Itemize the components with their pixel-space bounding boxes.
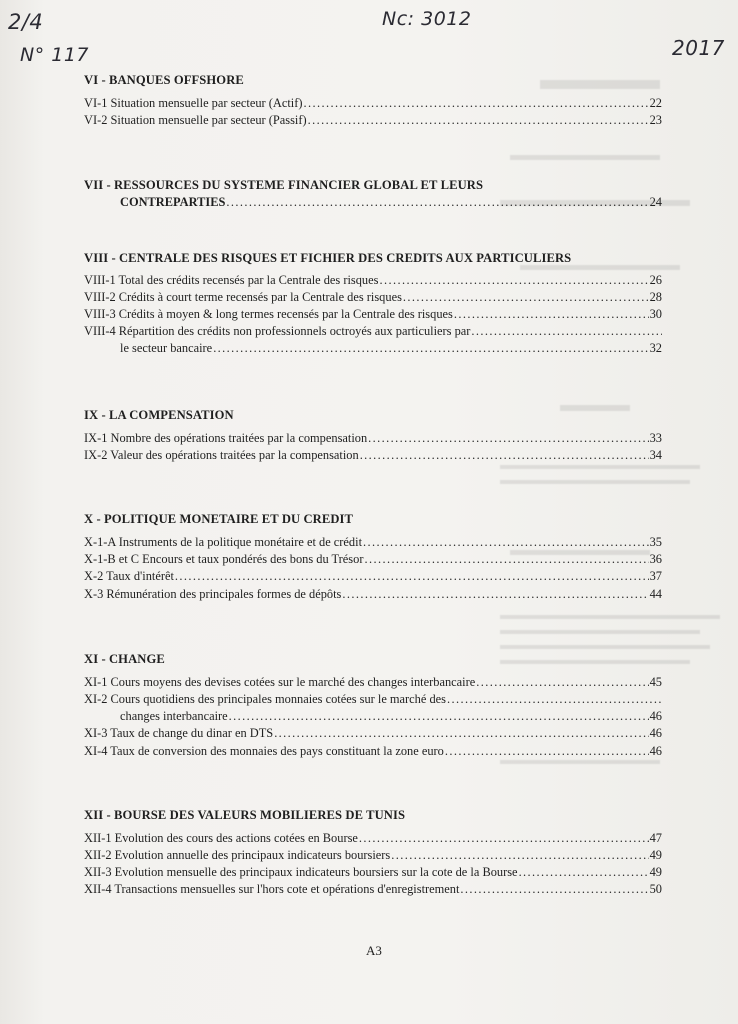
dot-leader [403,289,649,306]
entry-text: XI-4 Taux de conversion des monnaies des pays constituant la zone euro [84,743,444,758]
dot-leader [471,323,662,340]
toc-entry [84,725,662,742]
entry-text: XI-1 Cours moyens des devises cotées sur le marché des changes interbancaire [84,674,476,689]
dot-leader [359,830,649,847]
toc-entry [84,674,662,691]
entry-page: 33 [649,430,662,445]
entry-text: VIII-3 Crédits à moyen & long termes recensés par la Centrale des risques [84,307,453,322]
dot-leader [391,847,648,864]
entry-text: changes interbancaire [120,709,228,724]
entry-text: X-1-B et C Encours et taux pondérés des bons du Trésor [84,552,364,567]
toc-entry [84,586,662,603]
section-title: IX - LA COMPENSATION [84,407,234,422]
entry-text: VI-1 Situation mensuelle par secteur (Actif) [84,96,303,110]
entry-text: X-2 Taux d'intérêt [84,569,174,584]
dot-leader [274,725,648,742]
section-x [84,511,662,603]
section-title: VII - RESSOURCES DU SYSTEME FINANCIER GLOBAL ET LEURS [84,178,484,193]
entry-page: 46 [649,743,662,758]
handwritten-number: N° 117 [20,44,90,66]
entry-page: 44 [649,586,662,601]
toc-entry [84,568,662,585]
dot-leader [342,586,648,603]
entry-page: 37 [649,569,662,584]
entry-text: IX-2 Valeur des opérations traitées par la compensation [84,447,359,462]
section-ix [84,407,662,464]
toc-entry [84,95,662,112]
dot-leader [226,194,649,211]
dot-leader [175,568,649,585]
toc-entry [84,447,662,464]
section-title-continued: CONTREPARTIES [120,195,226,210]
toc-entry [84,289,662,306]
entry-page: 23 [649,113,662,128]
page-number: A3 [366,943,382,958]
section-title: VIII - CENTRALE DES RISQUES ET FICHIER DES CREDITS AUX PARTICULIERS [84,250,572,265]
table-of-contents [84,60,662,899]
entry-page: 26 [649,272,662,287]
entry-page: 35 [649,535,662,550]
entry-text: le secteur bancaire [120,341,213,356]
dot-leader [360,447,649,464]
entry-page: 22 [649,96,662,110]
toc-entry [84,272,662,289]
section-viii [84,250,662,358]
toc-entry [84,551,662,568]
section-vi [84,72,662,129]
entry-text: VIII-4 Répartition des crédits non professionnels octroyés aux particuliers par [84,324,471,339]
toc-entry [84,864,662,881]
entry-page: 45 [649,674,662,689]
entry-page: 46 [649,709,662,724]
dot-leader [364,551,648,568]
entry-text: VI-2 Situation mensuelle par secteur (Passif) [84,113,307,128]
toc-entry [84,830,662,847]
toc-entry [84,306,662,323]
section-xii [84,807,662,899]
dot-leader [368,430,648,447]
toc-entry-continued [84,708,662,725]
entry-page: 32 [649,341,662,356]
toc-entry [84,194,662,211]
entry-text: XI-3 Taux de change du dinar en DTS [84,726,274,741]
toc-entry [84,534,662,551]
entry-page: 34 [649,447,662,462]
entry-text: X-3 Rémunération des principales formes de dépôts [84,586,342,601]
section-title: XII - BOURSE DES VALEURS MOBILIERES DE TUNIS [84,807,406,822]
toc-entry [84,743,662,760]
entry-page: 24 [649,195,662,210]
toc-entry [84,430,662,447]
entry-page: 49 [649,848,662,863]
handwritten-reference: Nc: 3012 [382,8,472,30]
toc-entry [84,323,662,340]
section-title: XI - CHANGE [84,651,165,666]
entry-text: IX-1 Nombre des opérations traitées par la compensation [84,430,368,445]
entry-text: VIII-1 Total des crédits recensés par la Centrale des risques [84,272,379,287]
handwritten-year: 2017 [672,36,725,60]
dot-leader [460,881,648,898]
section-xi [84,651,662,760]
dot-leader [308,112,649,129]
toc-entry-continued [84,340,662,357]
entry-text: XI-2 Cours quotidiens des principales monnaies cotées sur le marché des [84,692,446,707]
entry-page: 30 [649,307,662,322]
toc-entry [84,691,662,708]
section-title: VI - BANQUES OFFSHORE [84,73,244,87]
entry-text: VIII-2 Crédits à court terme recensés par la Centrale des risques [84,289,402,304]
toc-entry [84,112,662,129]
toc-entry [84,847,662,864]
dot-leader [476,674,648,691]
entry-text: X-1-A Instruments de la politique monétaire et de crédit [84,535,363,550]
entry-page: 46 [649,726,662,741]
dot-leader [363,534,649,551]
dot-leader [454,306,649,323]
entry-page: 28 [649,289,662,304]
entry-page: 49 [649,865,662,880]
dot-leader [379,272,648,289]
entry-text: XII-1 Evolution des cours des actions cotées en Bourse [84,830,358,845]
section-title: X - POLITIQUE MONETAIRE ET DU CREDIT [84,512,354,527]
entry-text: XII-4 Transactions mensuelles sur l'hors cote et opérations d'enregistrement [84,882,460,897]
entry-page: 36 [649,552,662,567]
entry-page: 47 [649,830,662,845]
entry-text: XII-2 Evolution annuelle des principaux indicateurs boursiers [84,848,391,863]
dot-leader [213,340,648,357]
dot-leader [445,743,649,760]
dot-leader [447,691,662,708]
entry-page: 50 [649,882,662,897]
dot-leader [519,864,649,881]
dot-leader [229,708,649,725]
dot-leader [303,95,648,112]
entry-text: XII-3 Evolution mensuelle des principaux indicateurs boursiers sur la cote de la Bourse [84,865,518,880]
handwritten-page-mark: 2/4 [8,10,44,34]
section-vii [84,177,662,211]
toc-entry [84,881,662,898]
